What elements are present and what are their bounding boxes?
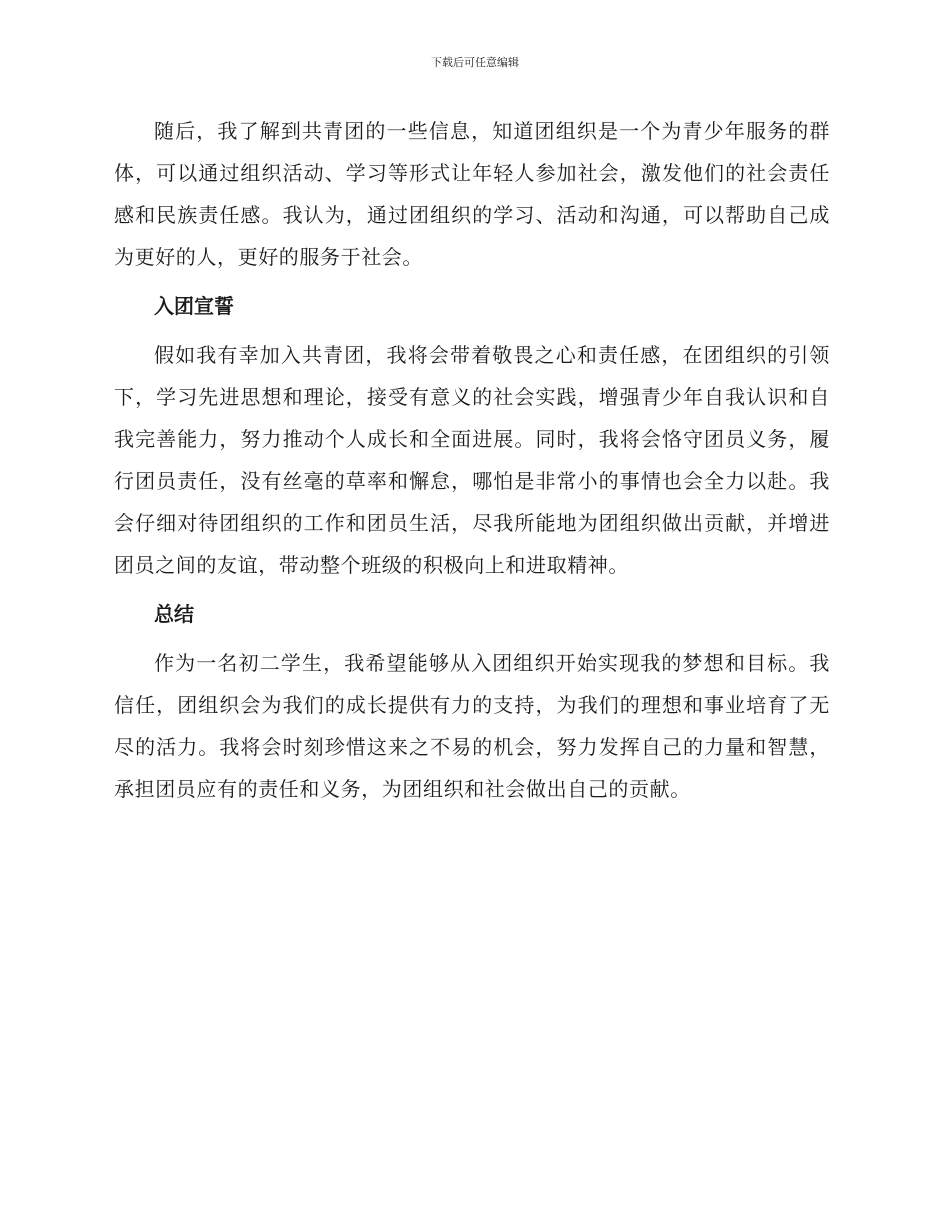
intro-paragraph: 随后，我了解到共青团的一些信息，知道团组织是一个为青少年服务的群体，可以通过组织活动、学习等形式让年轻人参加社会，激发他们的社会责任感和民族责任感。我认为，通过团组织的学习、活动和沟通，可以帮助自己成为更好的人，更好的服务于社会。: [114, 119, 830, 269]
summary-heading: 总结: [154, 602, 194, 626]
header-note: 下载后可任意编辑: [431, 56, 519, 69]
summary-paragraph: 作为一名初二学生，我希望能够从入团组织开始实现我的梦想和目标。我信任，团组织会为我们的成长提供有力的支持，为我们的理想和事业培育了无尽的活力。我将会时刻珍惜这来之不易的机会，努力发挥自己的力量和智慧，承担团员应有的责任和义务，为团组织和社会做出自己的贡献。: [114, 651, 830, 801]
oath-heading: 入团宣誓: [154, 294, 234, 318]
document-body: [114, 110, 830, 810]
oath-paragraph: 假如我有幸加入共青团，我将会带着敬畏之心和责任感，在团组织的引领下，学习先进思想和理论，接受有意义的社会实践，增强青少年自我认识和自我完善能力，努力推动个人成长和全面进展。同时，我将会恪守团员义务，履行团员责任，没有丝毫的草率和懈怠，哪怕是非常小的事情也会全力以赴。我会仔细对待团组织的工作和团员生活，尽我所能地为团组织做出贡献，并增进团员之间的友谊，带动整个班级的积极向上和进取精神。: [114, 343, 830, 577]
